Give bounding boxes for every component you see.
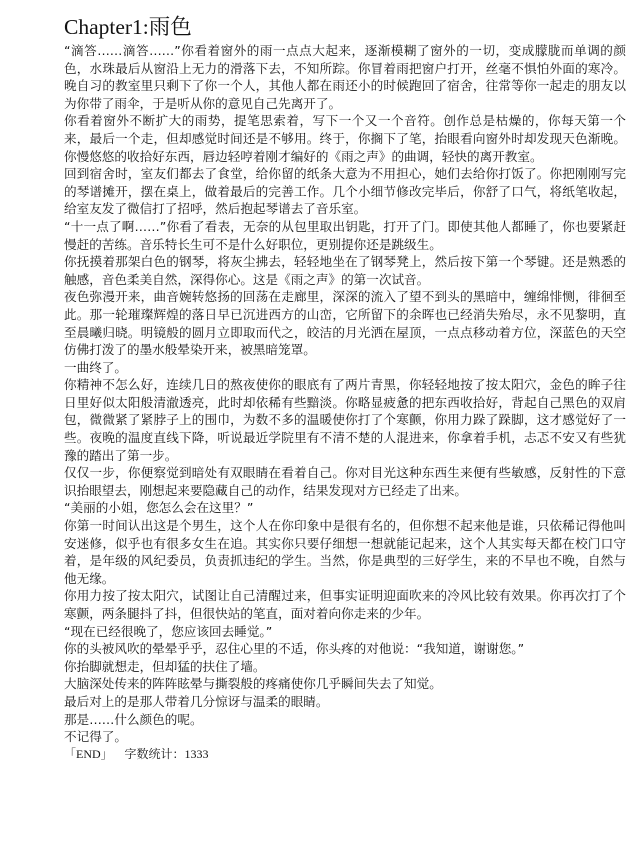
paragraph: “现在已经很晚了，您应该回去睡觉。”: [64, 623, 273, 639]
paragraph: 你抬脚就想走，但却猛的扶住了墙。: [64, 658, 266, 674]
paragraph: 你的头被风吹的晕晕乎乎，忍住心里的不适，你头疼的对他说：“我知道，谢谢您。”: [64, 641, 525, 657]
paragraph: 你第一时间认出这是个男生，这个人在你印象中是很有名的，但你想不起来他是谁，只依稀记得他叫安迷修，似乎也有很多女生在追。其实你只要仔细想一想就能记起来，这个人其实每天都在校门口守着，是年级的风纪委员，负责抓违纪的学生。当然，你是典型的三好学生，来的不早也不晚，自然与他无缘。: [64, 518, 626, 586]
paragraph: 你用力按了按太阳穴，试图让自己清醒过来，但事实证明迎面吹来的冷风比较有效果。你再次打了个寒颤，两条腿抖了抖，但很快站的笔直，面对着向你走来的少年。: [64, 588, 626, 621]
paragraph: 回到宿舍时，室友们都去了食堂，给你留的纸条大意为不用担心，她们去给你打饭了。你把刚刚写完的琴谱摊开，摆在桌上，做着最后的完善工作。几个小细节修改完毕后，你舒了口气，将纸笔收起，给室友发了微信打了招呼，然后抱起琴谱去了音乐室。: [64, 166, 626, 217]
chapter-title: Chapter1:雨色: [64, 15, 192, 39]
paragraph: 你看着窗外不断扩大的雨势，提笔思索着，写下一个又一个音符。创作总是枯燥的，你每天第一个来，最后一个走，但却感觉时间还是不够用。终于，你搁下了笔，抬眼看向窗外时却发现天色渐晚。你慢悠悠的收拾好东西，唇边轻哼着刚才编好的《雨之声》的曲调，轻快的离开教室。: [64, 113, 626, 164]
paragraph: 夜色弥漫开来，曲音婉转悠扬的回荡在走廊里，深深的流入了望不到头的黑暗中，缠绵悱恻，徘徊至此。那一轮璀璨辉煌的落日早已沉进西方的山峦，它所留下的余晖也已经消失殆尽，永不见黎明，直至晨曦归晓。明镜般的圆月立即取而代之，皎洁的月光洒在屋顶，一点点移动着方位，深蓝色的天空仿佛打泼了的墨水般晕染开来，被黑暗笼罩。: [64, 289, 626, 358]
chapter-body: [64, 42, 626, 746]
paragraph: 那是……什么颜色的呢。: [64, 711, 203, 727]
paragraph: “美丽的小姐，您怎么会在这里？”: [64, 500, 254, 516]
paragraph: 仅仅一步，你便察觉到暗处有双眼睛在看着自己。你对目光这种东西生来便有些敏感，反射性的下意识抬眼望去，刚想起来要隐藏自己的动作，结果发现对方已经走了出来。: [64, 465, 626, 498]
paragraph: 不记得了。: [64, 729, 127, 745]
paragraph: “十一点了啊……”你看了看表，无奈的从包里取出钥匙，打开了门。即使其他人都睡了，你也要紧赶慢赶的苦练。音乐特长生可不是什么好职位，更别提你还是跳级生。: [64, 218, 626, 252]
paragraph: 最后对上的是那人带着几分惊讶与温柔的眼睛。: [64, 693, 329, 709]
paragraph: 你抚摸着那架白色的钢琴，将灰尘拂去，轻轻地坐在了钢琴凳上，然后按下第一个琴键。还是熟悉的触感，音色柔美自然，深得你心。这是《雨之声》的第一次试音。: [64, 254, 626, 287]
paragraph: “滴答……滴答……”你看着窗外的雨一点点大起来，逐渐模糊了窗外的一切，变成朦胧而单调的颜色，水珠最后从窗沿上无力的滑落下去，不知所踪。你冒着雨把窗户打开，丝毫不惧怕外面的寒冷。晚自习的教室里只剩下了你一个人，其他人都在雨还小的时候跑回了宿舍，往常等你一起走的朋友以为你带了雨伞，于是听从你的意见自己先离开了。: [64, 43, 626, 111]
footer-stats: [64, 746, 626, 764]
word-count: 字数统计：1333: [124, 746, 209, 761]
paragraph: 一曲终了。: [64, 359, 127, 375]
end-mark: 「END」: [64, 746, 113, 761]
paragraph: 你精神不怎么好，连续几日的熬夜使你的眼底有了两片青黑，你轻轻地按了按太阳穴，金色的眸子往日里好似太阳般清澈透亮，此时却依稀有些黯淡。你略显疲惫的把东西收拾好，背起自己黑色的双肩包，微微紧了紧脖子上的围巾，为数不多的温暖使你打了个寒颤，你用力跺了跺脚，这才感觉好了一些。夜晚的温度直线下降，听说最近学院里有不清不楚的人混进来，你拿着手机，忐忑不安又有些犹豫的踏出了第一步。: [64, 377, 626, 463]
paragraph: 大脑深处传来的阵阵眩晕与撕裂般的疼痛使你几乎瞬间失去了知觉。: [64, 676, 442, 692]
